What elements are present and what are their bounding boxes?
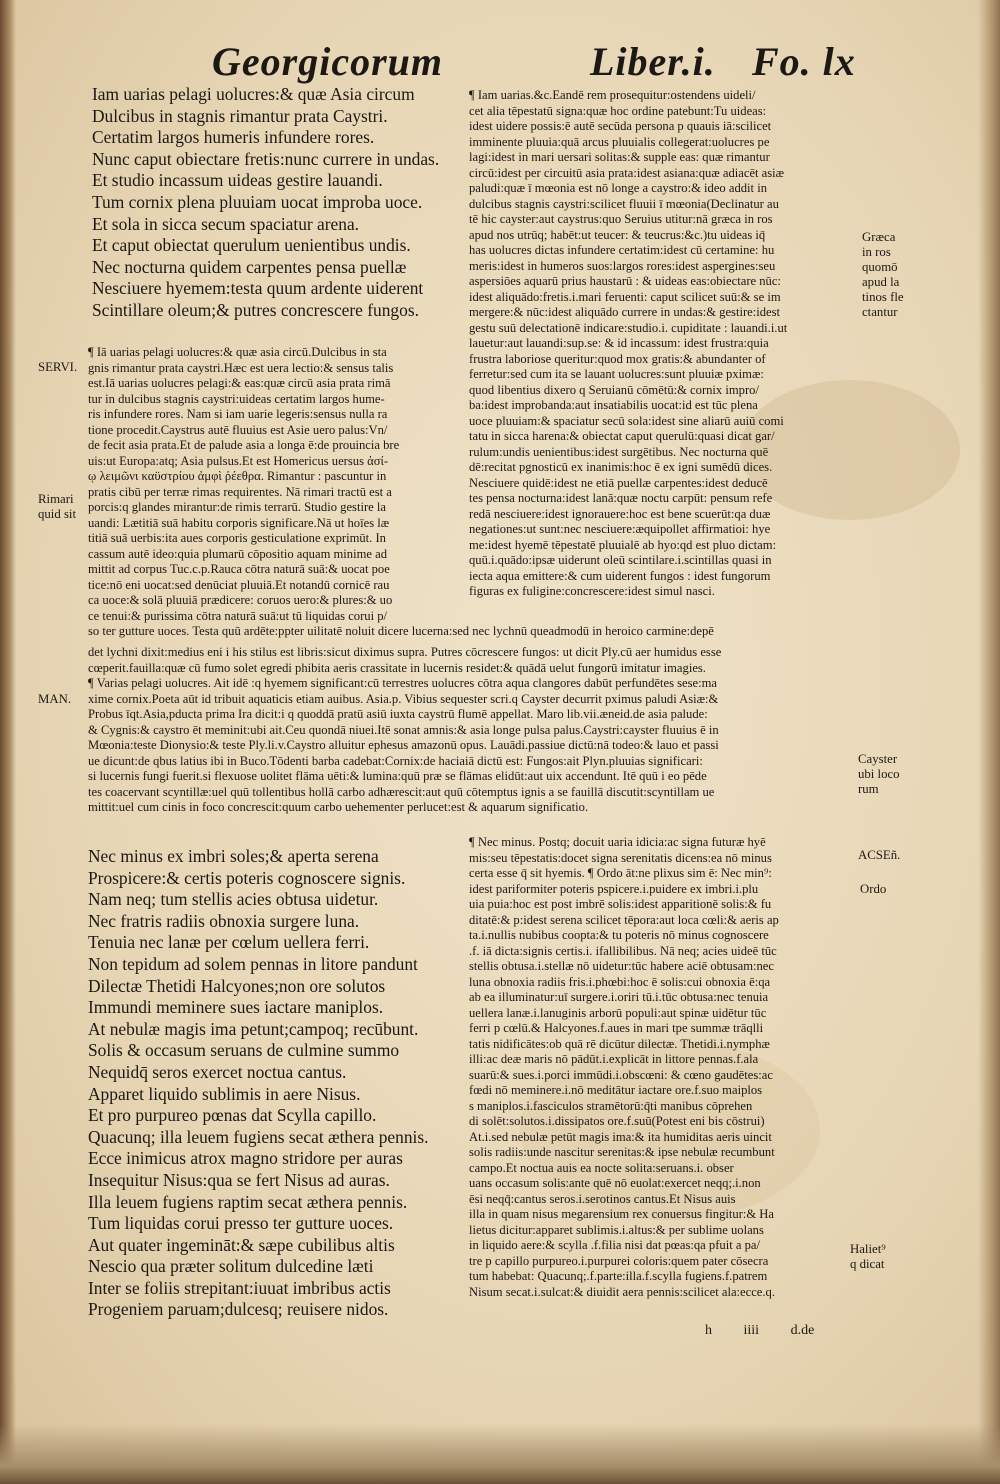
text-line: Solis & occasum seruans de culmine summo (88, 1040, 400, 1061)
signature-letter: h (705, 1323, 712, 1338)
text-line: At.i.sed nebulæ petūt magis ima:& ita humiditas aeris uincit (469, 1129, 772, 1144)
text-line: tes coacervant scyntillæ:uel quū tollentibus hollā carbo adhærescit:aut quū cōtemptus ignis a se fauillā discutit:scyntillam ue (88, 784, 715, 799)
text-line: Dulcibus in stagnis rimantur prata Caystri. (92, 105, 388, 126)
text-line: in liquido aere:& scylla .f.filia nisi dat pœas:qa pfuit a pa/ (469, 1238, 760, 1252)
text-line: Nisum secat.i.sulcat:& diuidit aera pennis:scilicet ala:ecce.q. (469, 1284, 775, 1299)
text-line: redā nesciuere:idest ignorauere:hoc est bene scuerūt:qa duæ (469, 506, 771, 521)
text-line: illi:ac deæ maris nō pādūt.i.explicāt in littore pennas.f.ala (469, 1052, 759, 1066)
text-line: ta.i.nullis nubibus coopta:& tu poteris nō minus cognoscere (469, 928, 769, 942)
margin-note-rimari (38, 492, 76, 522)
text-line: Rimari (38, 492, 74, 506)
text-line: lagi:idest in mari uersari solitas:& supple eas: quæ rimantur (469, 150, 770, 164)
text-line: tre p capillo purpureo.i.purpurei coloris:quem pater cōsecra (469, 1253, 769, 1268)
text-line: in ros (862, 245, 891, 259)
text-line: Mœonia:teste Dionysio:& teste Ply.li.v.Caystro alluitur ephesus amazonū opus. Lauādi.passiue dictū:nā todeo:& lauo et passi (88, 738, 719, 752)
text-line: q dicat (850, 1257, 885, 1271)
text-line: certa esse q̄ sit hyemis. ¶ Ordo āt:ne plixus sim ē: Nec min⁹: (469, 866, 772, 880)
text-line: titiā suā uerbis:ita aues corporis gesticulatione exprimūt. In (88, 531, 386, 545)
text-line: ēsi neqq̄:cantus seros.i.serotinos cantus.Et Nisus auis (469, 1191, 736, 1206)
text-line: Apparet liquido sublimis in aere Nisus. (88, 1083, 361, 1104)
margin-note-graeca (862, 230, 904, 320)
catchword: d.de (790, 1323, 815, 1338)
text-line: uans occasum solis:ante quē nō euolat:exercet neqq;.i.non (469, 1176, 761, 1190)
text-line: mittit ad corpus Tuc.c.p.Rauca cōtra naturā suā:& uocat poe (88, 562, 390, 576)
text-line: idest aliquādo:fretis.i.mari feruenti: caput scilicet suū:& se im (469, 289, 781, 304)
text-line: Insequitur Nisus:qua se fert Nisus ad auras. (88, 1169, 390, 1190)
text-line: idest pariformiter poteris pspicere.i.puidere ex imbri.i.plu (469, 881, 759, 896)
text-line: solis radiis:unde nascitur serenitas:& ipse nebulæ recumbunt (469, 1145, 775, 1159)
text-line: frustra laboriose queritur:quod mox gratis:& abundanter of (469, 351, 766, 366)
margin-note-halietus (850, 1242, 886, 1272)
text-line: ba:idest improbanda:aut insatiabilis uocat:id est tūc plena (469, 398, 758, 412)
text-line: Et sola in sicca secum spaciatur arena. (92, 213, 360, 234)
text-line: tione procedit.Caystrus autē fluuius est Asie uero palus:Vn/ (88, 422, 388, 437)
text-line: dē:recitat pgnosticū ex inanimis:hoc ē ex igni sumēdū dices. (469, 460, 773, 474)
verse-block-bottom (88, 846, 428, 1321)
text-line: pratis cibū per terræ rimas requirentes. Nā rimari tractū est a (88, 484, 392, 499)
text-line: circū:idest per circuitū asia prata:idest asiana:quæ adiacēt asiæ (469, 165, 785, 180)
text-line: meris:idest in humeros suos:largos rores:idest aspergines:seu (469, 258, 776, 273)
text-line: rulum:undis uenientibus:idest surgētibus. Nec nocturna quē (469, 444, 769, 459)
text-line: tē hic cayster:aut caystrus:quo Seruius utitur:nā græca in ros (469, 212, 773, 226)
text-line: apud la (862, 275, 900, 289)
text-line: di solēt:solutos.i.dissipatos ore.f.suū(Potest eni bis cōstrui) (469, 1114, 765, 1128)
text-line: ¶ Varias pelagi uolucres. Ait idē :q hyemem significant:cū terrestres uolucres cōtra aqua clangores dabūt perfundētes sese:ma (88, 676, 717, 690)
binding-gutter (0, 0, 16, 1484)
text-line: illa in quam nisus megarensium rex conuersus fingitur:& Ha (469, 1207, 774, 1221)
text-line: Nec fratris radiis obnoxia surgere luna. (88, 910, 360, 931)
text-line: porcis:q glandes mirantur:de rimis terrarū. Studio gestire la (88, 500, 386, 514)
text-line: ris infundere rores. Nam si iam uarie legeris:sensus nulla ra (88, 407, 388, 421)
text-line: Et pro purpureo pœnas dat Scylla capillo. (88, 1105, 377, 1126)
text-line: .f. iā dicta:signis certis.i. ifallibilibus. Nā neq; acies uideē tūc (469, 943, 777, 958)
text-line: Dilectæ Thetidi Halcyones;non ore solutos (88, 975, 386, 996)
text-line: mis:seu tēpestatis:docet signa serenitatis dicens:ea nō minus (469, 850, 772, 865)
margin-note-ordo: Ordo (860, 882, 887, 896)
text-line: has uolucres dictas infundere certatim:idest cū certamine: hu (469, 243, 775, 257)
text-line: ctantur (862, 305, 898, 319)
text-line: uoce pluuiam:& spaciatur secū sola:idest sine aliarū auiū comi (469, 413, 784, 428)
text-line: Progeniem paruam;dulcesq; reuisere nidos. (88, 1299, 389, 1320)
folio-number: Fo. lx (752, 39, 856, 84)
text-line: Nam neq; tum stellis acies obtusa uidetur. (88, 889, 379, 910)
text-line: Nec nocturna quidem carpentes pensa puellæ (92, 256, 407, 277)
text-line: stellis obtusa.i.stellæ nō uidetur:tūc habere aciē obtusam:nec (469, 959, 774, 973)
text-line: quū.i.quādo:ipsæ uiderunt oleū scintilare.i.scintillas quasi in (469, 553, 772, 567)
text-line: tatis nidificātes:ob quā rē dicūtur dilectæ. Thetidi.i.nymphæ (469, 1036, 770, 1051)
text-line: Nescio qua præter solitum dulcedine læti (88, 1256, 374, 1277)
text-line: cet alia tēpestatū signa:quæ hoc ordine patebunt:Tu uideas: (469, 103, 767, 118)
text-line: luna obnoxia radiis fris.i.phœbi:hoc ē solis:cui obnoxia ē:qa (469, 974, 771, 989)
text-line: quid sit (38, 507, 77, 521)
text-line: aspersiōes aquarū prius haustarū : & uideas eas:obiectare nūc: (469, 274, 781, 288)
text-line: Nesciuere hyemem:testa quum ardente uiderent (92, 278, 424, 299)
commentary-right-bottom (469, 835, 779, 1300)
text-line: mittit:uel cum cinis in foco concrescit:quum carbo uehementer perlucet:est & aquarum significatio. (88, 800, 589, 814)
text-line: ue dicunt:de qbus latius ibi in Buco.Tōdenti barba cadebat:Cornix:de haciaiā dictū est: Fungos:ait Plyn.pluuias significari: (88, 753, 703, 768)
text-line: Probus īqt.Asia,pducta prima Ira dicit:i q quoddā pratū asiū iuxta caystrū flumē appellat. Maro lib.vii.æneid.de asia palude: (88, 707, 708, 721)
text-line: Aut quater ingemināt:& sæpe cubilibus altis (88, 1234, 395, 1255)
text-line: lietus dicitur:apparet sublimis.i.altus:& per sublime uolans (469, 1222, 764, 1237)
text-line: Inter se foliis strepitant:iuuat imbribus actis (88, 1277, 391, 1298)
text-line: ¶ Iā uarias pelagi uolucres:& quæ asia circū.Dulcibus in sta (88, 345, 387, 359)
running-head-book: Liber.i. (590, 39, 716, 84)
text-line: rum (858, 782, 879, 796)
text-line: ferretur:sed cum ita se lauant uolucres:sunt pluuiæ pximæ: (469, 367, 764, 381)
text-line: Tenuia nec lanæ per cœlum uellera ferri. (88, 932, 370, 953)
text-line: mergere:& nūc:idest aliquādo currere in undas:& gestire:idest (469, 305, 781, 319)
text-line: gnis rimantur prata caystri.Hæc est uera lectio:& sensus talis (88, 360, 394, 375)
text-line: ¶ Nec minus. Postq; docuit uaria idicia:ac signa futuræ hyē (469, 835, 766, 849)
text-line: si lucernis fungi fuerit.si flexuose uolitet flāma uēti:& lumina:quū præ se flāmas elidūt:aut uix accendunt. Itē quū i eo pēde (88, 769, 707, 783)
text-line: ῳ λειμῶνι καϋστρίου ἀμφὶ ῥέεθρα. Rimantur : pascuntur in (88, 469, 387, 483)
text-line: quod libentius dixero q Seruianū cōmētū:& cornix impro/ (469, 382, 759, 397)
text-line: xime cornix.Poeta aūt id tribuit aquaticis etiam auibus. Asia.p. Vibius sequester scri.q Cayster decurrit pximus paludi Asiæ:& (88, 691, 719, 706)
text-line: Et caput obiectat querulum uenientibus undis. (92, 235, 411, 256)
text-line: gestu suū delectationē indicare:studio.i. cupiditate : lauandi.i.ut (469, 320, 788, 335)
text-line: ubi loco (858, 767, 900, 781)
text-line: Certatim largos humeris infundere rores. (92, 127, 375, 148)
text-line: Nesciuere quidē:idest ne etiā puellæ carpentes:idest deducē (469, 475, 768, 490)
page-edge-shadow (978, 0, 1000, 1484)
text-line: me:idest hyemē tēpestatē pluuialē ab hyo:qd est pluo dictam: (469, 537, 777, 552)
text-line: Nequidq̄ seros exercet noctua cantus. (88, 1061, 347, 1082)
text-line: paludi:quæ ī mœonia est nō longe a caystro:& ideo addit in (469, 181, 768, 195)
margin-note-man: MAN. (38, 692, 72, 706)
margin-note-acsen: ACSEñ. (858, 848, 901, 862)
running-head-title: Georgicorum (212, 39, 443, 84)
text-line: tinos fle (862, 290, 904, 304)
text-line: Ecce inimicus atrox magno stridore per auras (88, 1148, 403, 1169)
text-line: ca uoce:& solā pluuiā prædicere: coruos uero:& plures:& uo (88, 593, 393, 607)
text-line: so ter gutture uoces. Testa quū ardēte:ppter uilitatē noluit dicere lucerna:sed nec lychnū queadmodū in heroico carmine:depē (88, 624, 714, 638)
text-line: Prospicere:& certis poteris cognoscere signis. (88, 867, 406, 888)
text-line: tice:nō eni uocat:sed denūciat pluuiā.Et notandū cornicē rau (88, 577, 390, 592)
text-line: uandi: Lætitiā suā habitu corporis significare.Nā ut hoīes læ (88, 515, 390, 530)
text-line: dulcibus stagnis caystri:scilicet fluuii ī mœonia(Declinatur au (469, 196, 779, 211)
signature-mark (705, 1322, 842, 1340)
text-line: campo.Et noctua auis ea nocte solita:seruans.i. obser (469, 1160, 734, 1175)
text-line: Quacunq; illa leuem fugiens secat æthera pennis. (88, 1126, 429, 1147)
signature-number: iiii (743, 1323, 760, 1338)
text-line: tum habebat: Quacunq;.f.parte:illa.f.scylla fugiens.f.patrem (469, 1269, 768, 1283)
text-line: uellera lanæ.i.lanuginis arborū populi:aut spinæ uidētur tūc (469, 1005, 767, 1020)
text-line: det lychni dixit:medius eni i his stilus est libris:sicut diximus supra. Putres cōcrescere fungos: ut dicit Ply.cū aer humidus esse (88, 645, 722, 659)
text-line: Illa leuem fugiens raptim secat æthera pennis. (88, 1191, 408, 1212)
text-line: Immundi meminere sues iactare maniplos. (88, 997, 384, 1018)
text-line: s maniplos.i.fasciculos stramētorū:q̄ti manibus cōprehen (469, 1098, 753, 1113)
text-line: Scintillare oleum;& putres concrescere fungos. (92, 299, 419, 320)
margin-note-cayster (858, 752, 900, 797)
text-line: At nebulæ magis ima petunt;campoq; recūbunt. (88, 1018, 419, 1039)
text-line: & Cygnis:& caystro ēt meminit:ubi ait.Ceu quondā niuei.Itē sonat amnis:& asia longe pulsa palus.Caystri:cayster fluuius ē in (88, 722, 719, 737)
text-line: suarū:& sues.i.porci immūdi.i.obscœni: & cœno gaudētes:ac (469, 1067, 773, 1082)
text-line: negationes:ut sunt:nec nesciuere:æquipollet affirmatioi: hye (469, 522, 771, 536)
text-line: figuras ex fuligine:concrescere:idest simul nasci. (469, 584, 715, 598)
text-line: Nec minus ex imbri soles;& aperta serena (88, 846, 379, 866)
text-line: tatu in sicca harena:& obiectat caput querulū:quasi dicat gar/ (469, 429, 775, 443)
text-line: ab ea illuminatur:uī surgere.i.oriri tū.i.tūc obtusa:nec tenuia (469, 990, 769, 1004)
text-line: idest uidere possis:ē autē secūda persona p quauis iā:scilicet (469, 119, 772, 133)
text-line: Tum cornix plena pluuiam uocat improba uoce. (92, 191, 423, 212)
text-line: iecta aqua emittere:& cum uiderent fungos : idest fungorum (469, 568, 771, 583)
text-line: Nunc caput obiectare fretis:nunc currere in undas. (92, 148, 440, 169)
text-line: ditatē:& p:idest serena scilicet tēpora:aut loca cœli:& aeris ap (469, 912, 779, 927)
text-line: tur in dulcibus stagnis caystri:uideas certatim largos hume- (88, 391, 385, 406)
text-line: Cayster (858, 752, 898, 766)
text-line: uia puia:hoc est post imbrē solis:idest apparitionē solis:& fu (469, 897, 772, 911)
text-line: Haliet⁹ (850, 1242, 886, 1256)
text-line: tes pensa nocturna:idest lanā:quæ noctu carpūt: pensum refe (469, 491, 773, 505)
page-bottom-shadow (0, 1424, 1000, 1484)
text-line: fœdi nō meminere.i.nō meditātur iactare ore.f.suo maiplos (469, 1083, 763, 1097)
text-line: cassum autē ideo:quia plumarū cōpositio aquam minime ad (88, 546, 388, 561)
text-line: lauetur:aut lauandi:sup.se: & id incassum: idest frustra:quia (469, 336, 769, 350)
text-line: est.Iā uarias uolucres pelagi:& eas:quæ circū asia prata rimā (88, 376, 391, 390)
text-line: uis:ut Europa:atq; Asia pulsus.Et est Homericus uersus ἀσί- (88, 453, 389, 468)
text-line: quomō (862, 260, 898, 274)
text-line: ce tenui:& purissima cōtra naturā suā:ut tū liquidas corui p/ (88, 608, 388, 623)
text-line: Non tepidum ad solem pennas in litore pandunt (88, 953, 418, 974)
text-line: cœperit.fauilla:quæ cū fumo solet egredi phibita aeris crassitate in lucernis residet:& quādā uelut fungorū imitatur imagies. (88, 660, 706, 675)
commentary-left (88, 345, 714, 640)
margin-note-seruius: SERVI. (38, 360, 78, 374)
text-line: apud nos utrūq; habēt:ut teucer: & teucrus:&c.)tu uideas iq̄ (469, 227, 766, 242)
text-line: Iam uarias pelagi uolucres:& quæ Asia circum (92, 84, 415, 104)
text-line: Et studio incassum uideas gestire lauandi. (92, 170, 383, 191)
text-line: Tum liquidas corui presso ter gutture uoces. (88, 1213, 394, 1234)
text-line: Græca (862, 230, 896, 244)
text-line: de fecit asia prata.Et de palude asia a longa ē:de prouincia bre (88, 438, 400, 452)
text-line: ¶ Iam uarias.&c.Eandē rem prosequitur:ostendens uideli/ (469, 88, 756, 102)
text-line: ferri p cœlū.& Halcyones.f.aues in mari tpe summæ trāqlli (469, 1021, 764, 1035)
text-line: imminente pluuia:quā arcus pluuialis collegerat:uolucres pe (469, 134, 770, 149)
commentary-full-width (88, 645, 721, 816)
verse-block-top (92, 84, 439, 322)
